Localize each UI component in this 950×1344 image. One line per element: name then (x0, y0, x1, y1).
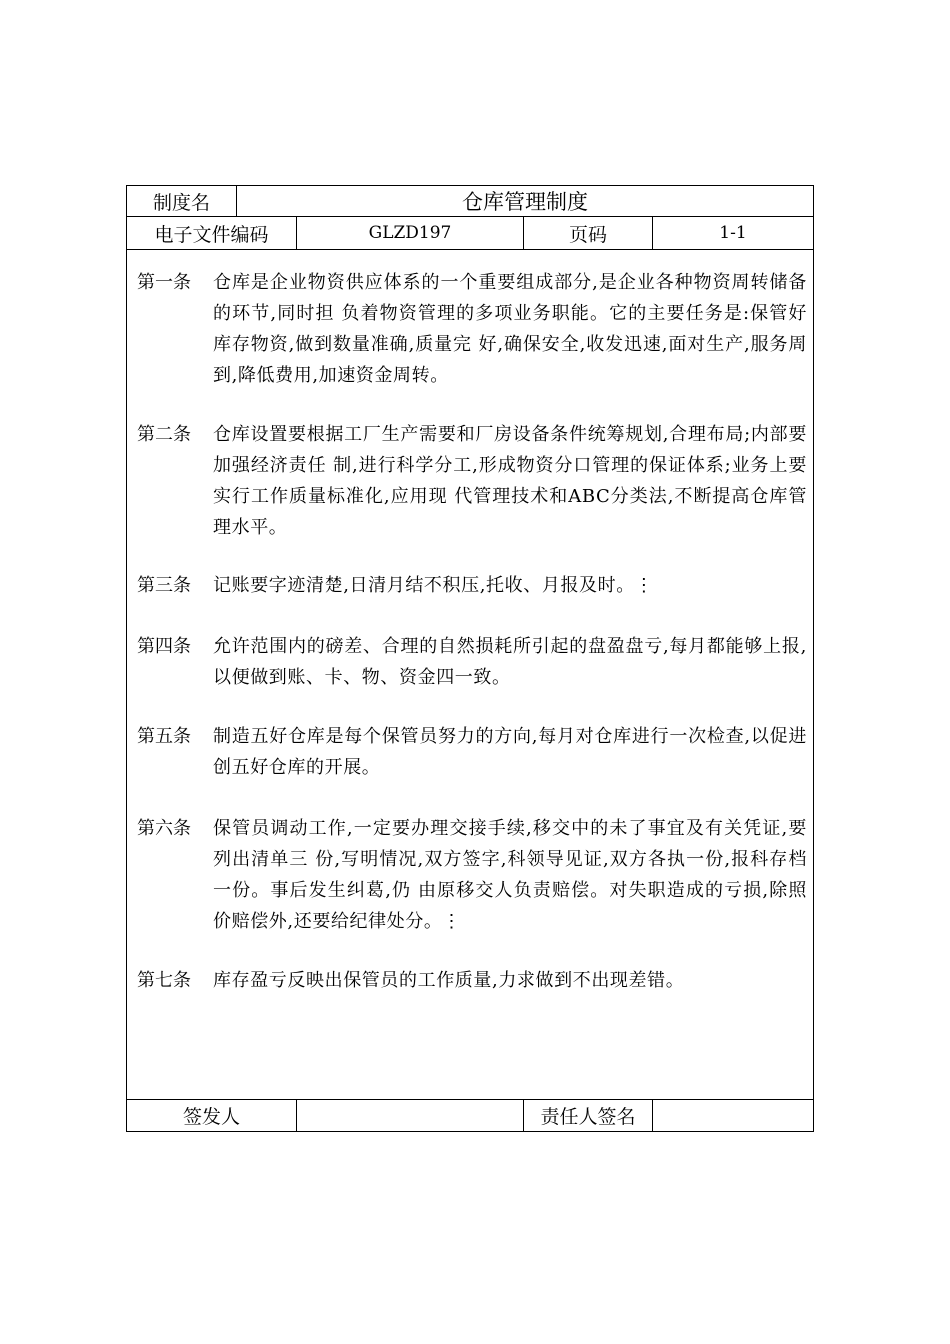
article-label: 第二条 (137, 424, 191, 445)
article-text: 允许范围内的磅差、合理的自然损耗所引起的盘盈盘亏,每月都能够上报,以便做到账、卡、物、资金四一致。 (213, 636, 807, 688)
responsible-signature-field[interactable] (653, 1100, 813, 1131)
article-label: 第六条 (137, 818, 191, 839)
articles-body (127, 250, 813, 1102)
article-text: 仓库是企业物资供应体系的一个重要组成部分,是企业各种物资周转储备的环节,同时担 负着物资管理的多项业务职能。它的主要任务是:保管好库存物资,做到数量准确,质量完 好,确保安全,收发迅速,面对生产,服务周到,降低费用,加速资金周转。 (213, 272, 807, 386)
code-row (127, 217, 813, 250)
regulation-form (126, 185, 814, 1132)
article-text: 记账要字迹清楚,日清月结不积压,托收、月报及时。⋮ (213, 575, 654, 596)
article-label: 第五条 (137, 726, 191, 747)
title-row (127, 186, 813, 217)
article-7 (137, 965, 807, 996)
article-3 (137, 570, 807, 601)
article-2 (137, 419, 807, 543)
code-label: 电子文件编码 (127, 217, 297, 249)
issuer-label: 签发人 (127, 1100, 297, 1131)
signature-row (127, 1099, 813, 1131)
name-label: 制度名 (127, 186, 237, 216)
issuer-signature-field[interactable] (297, 1100, 524, 1131)
article-text: 制造五好仓库是每个保管员努力的方向,每月对仓库进行一次检查,以促进创五好仓库的开展。 (213, 726, 807, 778)
article-text: 仓库设置要根据工厂生产需要和厂房设备条件统筹规划,合理布局;内部要加强经济责任 制,进行科学分工,形成物资分口管理的保证体系;业务上要实行工作质量标准化,应用现 代管理技术和ABC分类法,不断提高仓库管理水平。 (213, 424, 807, 538)
responsible-label: 责任人签名 (524, 1100, 653, 1131)
document-title: 仓库管理制度 (462, 190, 588, 214)
article-1 (137, 267, 807, 391)
page-label: 页码 (524, 217, 653, 249)
article-text: 保管员调动工作,一定要办理交接手续,移交中的未了事宜及有关凭证,要列出清单三 份,写明情况,双方签字,科领导见证,双方各执一份,报科存档一份。事后发生纠葛,仍 由原移交人负责赔偿。对失职造成的亏损,除照价赔偿外,还要给纪律处分。⋮ (213, 818, 807, 932)
code-value: GLZD197 (297, 217, 524, 249)
article-6 (137, 813, 807, 937)
article-label: 第四条 (137, 636, 191, 657)
page-value: 1-1 (719, 223, 747, 243)
article-label: 第一条 (137, 272, 191, 293)
article-5 (137, 721, 807, 783)
article-4 (137, 631, 807, 693)
article-text: 库存盈亏反映出保管员的工作质量,力求做到不出现差错。 (213, 970, 685, 991)
article-label: 第七条 (137, 970, 191, 991)
article-label: 第三条 (137, 575, 191, 596)
